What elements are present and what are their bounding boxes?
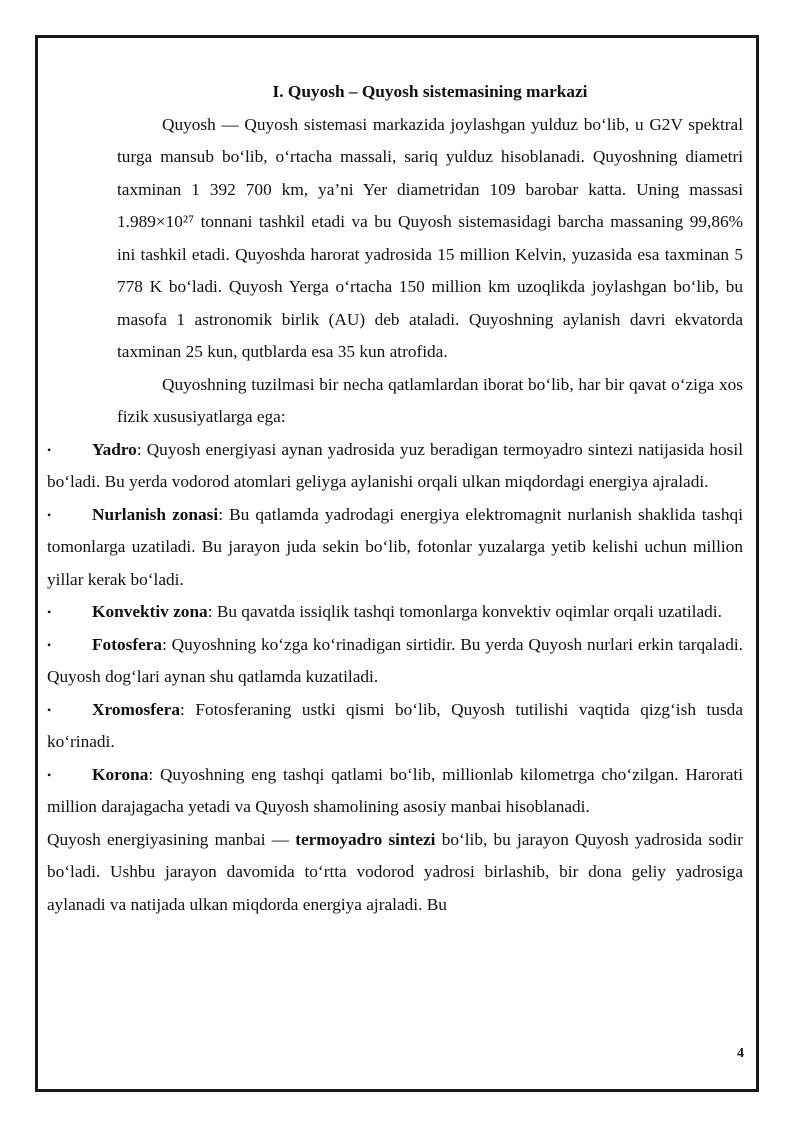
section-title: I. Quyosh – Quyosh sistemasining markazi [272,82,588,101]
intro-paragraph: Quyosh — Quyosh sistemasi markazida joylashgan yulduz bo‘lib, u G2V spektral turga mansub bo‘lib, o‘rtacha massali, sariq yulduz hisoblanadi. Quyoshning diametri taxminan 1 392 700 km, ya’ni Yer diametridan 109 barobar katta. Uning massasi 1.989×10²⁷ tonnani tashkil etadi va bu Quyosh sistemasidagi barcha massaning 99,86% ini tashkil etadi. Quyoshda harorat yadrosida 15 million Kelvin, yuzasida esa taxminan 5 778 K bo‘ladi. Quyosh Yerga o‘rtacha 150 million km uzoqlikda joylashgan bo‘lib, bu masofa 1 astronomik birlik (AU) deb ataladi. Quyoshning aylanish davri ekvatorda taxminan 25 kun, qutblarda esa 35 kun atrofida. [117,114,743,361]
layer-term: Konvektiv zona [92,602,208,621]
layer-description: : Fotosferaning ustki qismi bo‘lib, Quyosh tutilishi vaqtida qizg‘ish tusda ko‘rinadi. [47,699,743,751]
energy-term: termoyadro sintezi [295,829,436,849]
layer-description: : Quyosh energiyasi aynan yadrosida yuz beradigan termoyadro sintezi natijasida hosil bo‘ladi. Bu yerda vodorod atomlari geliyga aylanishi orqali ulkan miqdordagi energiya ajraladi. [47,439,743,491]
energy-paragraph [47,824,743,922]
layer-term: Fotosfera [92,634,163,654]
layer-description: : Bu qatlamda yadrodagi energiya elektromagnit nurlanish shaklida tashqi tomonlarga uzatiladi. Bu jarayon juda sekin bo‘lib, fotonlar yuzalarga yetib kelishi uchun million yillar kerak bo‘ladi. [47,504,743,589]
list-item [47,434,743,499]
layer-description: : Quyoshning eng tashqi qatlami bo‘lib, millionlab kilometrga cho‘zilgan. Harorati million darajagacha yetadi va Quyosh shamolining asosiy manbai hisoblanadi. [47,764,743,816]
layers-list [47,434,743,824]
document-body [47,76,743,921]
list-item [47,759,743,824]
layer-term: Nurlanish zonasi [92,504,219,524]
layer-term: Korona [92,764,149,784]
energy-text-end: bo‘lib, bu jarayon Quyosh yadrosida sodir bo‘ladi. Ushbu jarayon davomida to‘rtta vodorod yadrosi birlashib, bir dona geliy yadrosiga aylanadi va natijada ulkan miqdorda energiya ajraladi. Bu [47,829,743,914]
layer-description: : Quyoshning ko‘zga ko‘rinadigan sirtidir. Bu yerda Quyosh nurlari erkin tarqaladi. Quyosh dog‘lari aynan shu qatlamda kuzatiladi. [47,634,743,686]
layer-description: : Bu qavatda issiqlik tashqi tomonlarga konvektiv oqimlar orqali uzatiladi. [207,602,722,621]
layer-term: Xromosfera [92,699,180,719]
layer-term: Yadro [92,439,137,459]
list-item [47,596,743,629]
energy-text-start: Quyosh energiyasining manbai — [47,829,296,849]
list-item [47,694,743,759]
page-number: 4 [737,1046,744,1061]
list-item [47,629,743,694]
structure-paragraph: Quyoshning tuzilmasi bir necha qatlamlardan iborat bo‘lib, har bir qavat o‘ziga xos fizik xususiyatlarga ega: [117,374,743,426]
list-item [47,499,743,597]
